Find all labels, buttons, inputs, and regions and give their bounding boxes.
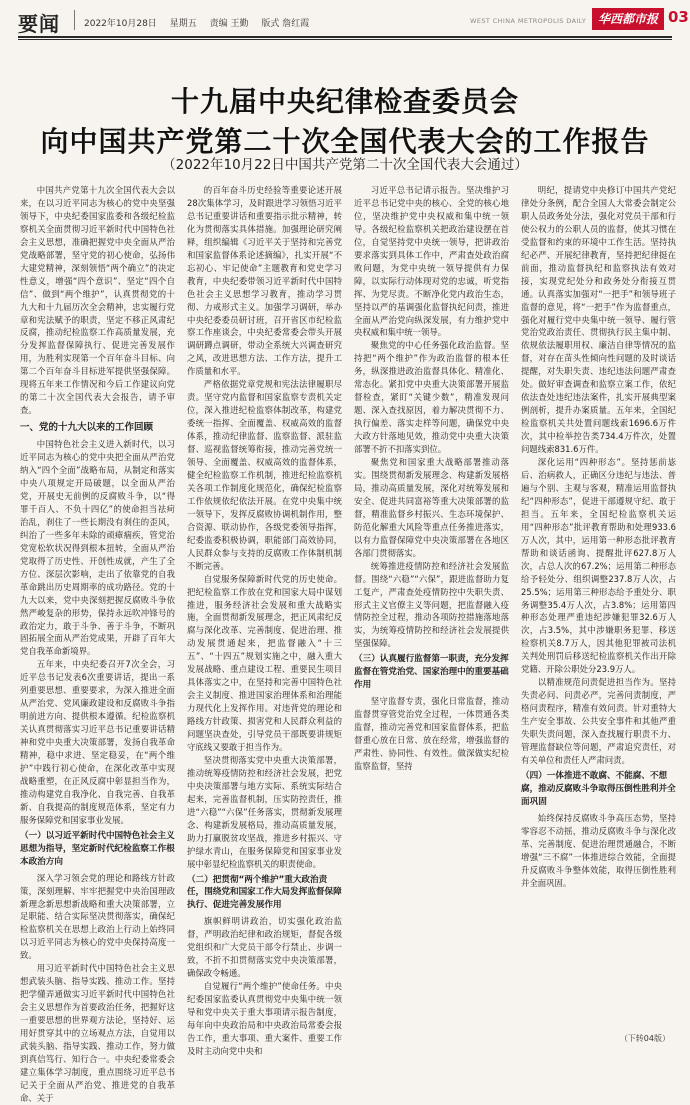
paragraph: 以精准规范问责促进担当作为。坚持失责必问、问责必严，完善问责制度，严格问责程序，精准有效问责。针对重特大生产安全事故、公共安全事件和其他严重失职失责问题，深入查找履行职责不力、管理监督缺位等问题，严肃追究责任，对有关单位和责任人严肃问责。 bbox=[521, 677, 676, 765]
section-heading: （四）一体推进不敢腐、不能腐、不想腐，推动反腐败斗争取得压倒性胜利并全面巩固 bbox=[521, 770, 676, 807]
issue-meta bbox=[84, 16, 319, 29]
continued-note: （下转04版） bbox=[619, 1034, 670, 1043]
masthead bbox=[0, 0, 690, 42]
text-column-2 bbox=[187, 184, 342, 1056]
paragraph: 中国特色社会主义进入新时代，以习近平同志为核心的党中央把全面从严治党纳入“四个全面”战略布局，从制定和落实中央八项规定开局破题，以全面从严治党，开展史无前例的反腐败斗争，以“得罪千百人、不负十四亿”的使命担当祛疴治乱，刹住了一些长期没有刹住的歪风，纠治了一些多年未除的顽瘴痼疾，管党治党宽松软状况得到根本扭转，全面从严治党取得了历史性、开创性成就，产生了全方位、深层次影响，走出了依靠党的自我革命跳出历史周期率的成功路径。党的十九大以来，党中央深刻把握反腐败斗争依然严峻复杂的形势，保持永远吹冲锋号的政治定力，敢于斗争、善于斗争，不断巩固拓展全面从严治党成果，开辟了百年大党自我革命新境界。 bbox=[20, 439, 175, 657]
paragraph: 自觉履行“两个维护”使命任务。中央纪委国家监委认真贯彻党中央集中统一领导和党中央关于重大事项请示报告制度，每年向中央政治局和中央政治局常委会报告工作，重大事项、重大案件、重要工作及时主动向党中央和 bbox=[187, 981, 342, 1056]
header-rule bbox=[18, 36, 672, 38]
section-heading: 一、党的十九大以来的工作回顾 bbox=[20, 422, 154, 434]
english-name: WEST CHINA METROPOLIS DAILY bbox=[470, 17, 587, 25]
paragraph: 用习近平新时代中国特色社会主义思想武装头脑、指导实践、推动工作。坚持把学懂弄通做实习近平新时代中国特色社会主义思想作为首要政治任务，把握好这一重要思想的世界观方法论，坚持好、运用好贯穿其中的立场观点方法，自觉用以武装头脑、指导实践、推动工作，努力做到真信笃行、知行合一。中央纪委常委会建立集体学习制度，重点围绕习近平总书记关于全面从严治党、推进党的自我革命、关于 bbox=[20, 963, 175, 1103]
layout-credit: 版式 詹红霞 bbox=[261, 19, 310, 29]
paragraph: 聚焦党的中心任务强化政治监督。坚持把“两个维护”作为政治监督的根本任务，纵深推进政治监督具体化、精准化、常态化。紧扣党中央重大决策部署开展监督检查，紧盯“关键少数”，精准发现问题、深入查找原因，着力解决贯彻不力、执行偏差、落实走样等问题，确保党中央大政方针落地见效，推动党中央重大决策部署不折不扣落实到位。 bbox=[354, 340, 509, 455]
page-number: 03 bbox=[668, 8, 689, 26]
paragraph: 习近平总书记请示报告。坚决维护习近平总书记党中央的核心、全党的核心地位，坚决维护党中央权威和集中统一领导。各级纪检监察机关把政治建设摆在首位，自觉坚持党中央统一领导，把讲政治要求落实到具体工作中，严肃查处政治腐败问题，为党中央统一领导提供有力保障，以实际行动体现对党的忠诚，听党指挥、为党尽责。不断净化党内政治生态，坚持以严的基调强化监督执纪问责，推进全面从严治党向纵深发展，有力维护党中央权威和集中统一领导。 bbox=[354, 185, 509, 338]
brand-logo: 华西都市报 bbox=[592, 8, 664, 30]
section-heading: （三）认真履行监督第一职责，充分发挥监督在管党治党、国家治理中的重要基础作用 bbox=[354, 654, 509, 691]
section-heading: （一）以习近平新时代中国特色社会主义思想为指导，坚定新时代纪检监察工作根本政治方向 bbox=[20, 830, 175, 867]
paragraph: 始终保持反腐败斗争高压态势，坚持零容忍不动摇，推动反腐败斗争与深化改革、完善制度、促进治理贯通融合，不断增强“三不腐”一体推进综合效能，全面提升反腐败斗争整体效能，取得压倒性胜利并全面巩固。 bbox=[521, 812, 676, 888]
article-body bbox=[20, 184, 676, 1103]
editor-credit: 责编 王勤 bbox=[209, 19, 249, 29]
text-column-1 bbox=[20, 184, 175, 1103]
paragraph: 坚守监督专责，强化日常监督，推动监督贯穿管党治党全过程，一体贯通各类监督，推动完善党和国家监督体系，把监督重心放在日常、放在经常，增强监督的严肃性、协同性、有效性。做深做实纪检监察监督，坚持 bbox=[354, 696, 509, 771]
paragraph: 中国共产党第十九次全国代表大会以来，在以习近平同志为核心的党中央坚强领导下，中央纪委国家监委和各级纪检监察机关全面贯彻习近平新时代中国特色社会主义思想，准确把握党中央全面从严治党战略部署，坚守党的初心使命，弘扬伟大建党精神，深刻领悟“两个确立”的决定性意义，增强“四个意识”、坚定“四个自信”、做到“两个维护”，认真贯彻党的十九大和十九届历次全会精神，忠实履行党章和宪法赋予的职责，坚定不移正风肃纪反腐，推动纪检监察工作高质量发展，充分发挥监督保障执行、促进完善发展作用，为胜利实现第一个百年奋斗目标、向第二个百年奋斗目标进军提供坚强保障。现将五年来工作情况和今后工作建议向党的第二十次全国代表大会报告，请予审查。 bbox=[20, 185, 175, 416]
text-column-3 bbox=[354, 184, 509, 1042]
article-title-line2: 向中国共产党第二十次全国代表大会的工作报告 bbox=[40, 125, 650, 158]
issue-date: 2022年10月28日 bbox=[84, 19, 157, 29]
paragraph: 自觉服务保障新时代党的历史使命。把纪检监察工作放在党和国家大局中谋划推进，服务经济社会发展和重大战略实施，全面贯彻新发展理念，把正风肃纪反腐与深化改革、完善制度、促进治理、推动发展贯通起来，把监督融入“十三五”、“十四五”规划实施之中，融入重大发展战略、重点建设工程、重要民生项目具体落实之中，在坚持和完善中国特色社会主义制度、推进国家治理体系和治理能力现代化上发挥作用。对违背党的理论和路线方针政策、损害党和人民群众利益的问题坚决查处，引导党员干部既要讲规矩守底线又要敢于担当作为。 bbox=[187, 573, 342, 752]
paragraph: 五年来，中央纪委召开7次全会，习近平总书记发表6次重要讲话，提出一系列重要思想、重要要求，为深入推进全面从严治党、党风廉政建设和反腐败斗争指明前进方向、提供根本遵循。纪检监察机关认真贯彻落实习近平总书记重要讲话精神和党中央重大决策部署，发扬自我革命精神，稳中求进、坚定稳妥，在“两个维护”中践行初心使命，在深化改革中实现战略重塑，在正风反腐中彰显担当作为，推动构建党自我净化、自我完善、自我革新、自我提高的制度规范体系，坚定有力服务保障党和国家事业发展。 bbox=[20, 659, 175, 825]
paragraph: 深入学习领会党的理论和路线方针政策，深刻理解、牢牢把握党中央治国理政新理念新思想新战略和重大决策部署，立足职能、结合实际坚决贯彻落实，确保纪检监察机关在思想上政治上行动上始终同以习近平同志为核心的党中央保持高度一致。 bbox=[20, 872, 175, 961]
section-heading: （二）把贯彻“两个维护”重大政治责任，围绕党和国家工作大局发挥监督保障执行、促进完善发展作用 bbox=[187, 874, 342, 911]
divider bbox=[74, 10, 75, 30]
paragraph: 深化运用“四种形态”。坚持惩前毖后、治病救人，正确区分违纪与违法、普遍与个别、主观与客观，精准运用监督执纪“四种形态”，促进干部遵规守纪、敢于担当。五年来，全国纪检监察机关运用“四种形态”批评教育帮助和处理933.6万人次，其中，运用第一种形态批评教育帮助和谈话函询、提醒批评627.8万人次，占总人次的67.2%；运用第二种形态给予轻处分、组织调整237.8万人次，占25.5%；运用第三种形态给予重处分、职务调整35.4万人次，占3.8%；运用第四种形态处理严重违纪涉嫌犯罪32.6万人次，占3.5%，其中涉嫌职务犯罪、移送检察机关8.7万人，因其他犯罪被司法机关判处刑罚后移送纪检监察机关作出开除党籍、开除公职处分23.9万人。 bbox=[521, 457, 676, 675]
paragraph: 坚决贯彻落实党中央重大决策部署，推动统筹疫情防控和经济社会发展，把党中央决策部署与地方实际、系统实际结合起来，完善监督机制，压实防控责任，推进“六稳”“六保”任务落实，贯彻新发展理念、构建新发展格局，推动高质量发展，助力打赢脱贫攻坚战，推进乡村振兴、守护绿水青山，在服务保障党和国家事业发展中彰显纪检监察机关的职责使命。 bbox=[187, 754, 342, 869]
paragraph: 的百年奋斗历史经验等重要论述开展28次集体学习，及时跟进学习领悟习近平总书记重要讲话和重要指示批示精神，转化为贯彻落实具体措施。加强理论研究阐释，组织编辑《习近平关于坚持和完善党和国家监督体系论述摘编》，扎实开展“不忘初心、牢记使命”主题教育和党史学习教育，中央纪委带领习近平新时代中国特色社会主义思想学习教育，推动学习贯彻、力戒形式主义。加强学习调研，举办中央纪委委员研讨班，召开省区市纪检监察工作座谈会，中央纪委常委会带头开展调研蹲点调研，带动全系统大兴调查研究之风，改进思想方法、工作方法，提升工作质量和水平。 bbox=[187, 185, 342, 377]
section-label: 要闻 bbox=[18, 12, 60, 36]
paragraph: 统筹推进疫情防控和经济社会发展监督。围绕“六稳”“六保”，跟进监督助力复工复产，严肃查处疫情防控中失职失责、形式主义官僚主义等问题，把监督融入疫情防控全过程，推动各项防控措施落地落实，为统筹疫情防控和经济社会发展提供坚强保障。 bbox=[354, 560, 509, 649]
paragraph: 旗帜鲜明讲政治，切实强化政治监督，严明政治纪律和政治规矩，督促各级党组织和广大党员干部令行禁止、步调一致，不折不扣贯彻落实党中央决策部署，确保政令畅通。 bbox=[187, 916, 342, 979]
text-column-4 bbox=[521, 184, 676, 1042]
paragraph: 严格依据党章党规和宪法法律履职尽责。坚守党内监督和国家监察专责机关定位，深入推进纪检监察体制改革，构建党委统一指挥、全面覆盖、权威高效的监督体系，推动纪律监督、监察监督、派驻监督、巡视监督统筹衔接，推动完善党统一领导、全面覆盖、权威高效的监督体系，健全纪检监察工作机制，推进纪检监察机关各项工作制度化规范化，确保纪检监察工作依规依纪依法开展。在党中央集中统一领导下，发挥反腐败协调机制作用，整合资源、联动协作，各级党委领导指挥，纪委监委积极协调，职能部门高效协同，人民群众参与支持的反腐败工作体制机制不断完善。 bbox=[187, 379, 342, 571]
issue-weekday: 星期五 bbox=[169, 19, 197, 29]
header-rule-thin bbox=[18, 39, 672, 40]
article-title-line1: 十九届中央纪律检查委员会 bbox=[170, 85, 519, 118]
article-subtitle: （2022年10月22日中国共产党第二十次全国代表大会通过） bbox=[162, 157, 528, 173]
paragraph: 聚焦党和国家重大战略部署推动落实。围绕贯彻新发展理念、构建新发展格局，推动高质量发展，深化对统筹发展和安全、促进共同富裕等重大决策部署的监督，精准监督乡村振兴、生态环境保护、防范化解重大风险等重点任务推进落实，以有力监督保障党中央决策部署在各地区各部门贯彻落实。 bbox=[354, 457, 509, 558]
paragraph: 明纪，提请党中央修订中国共产党纪律处分条例，配合全国人大常委会制定公职人员政务处分法，强化对党员干部和行使公权力的公职人员的监督，使其习惯在受监督和约束的环境中工作生活。坚持执纪必严、开展纪律教育，坚持把纪律挺在前面，推动监督执纪和监察执法有效对接，实现党纪处分和政务处分衔接互贯通。认真落实加强对“一把手”和领导班子监督的意见，将“一把手”作为监督重点，强化对履行党中央集中统一领导、履行管党治党政治责任、贯彻执行民主集中制、依规依法履职用权、廉洁自律等情况的监督，对存在苗头性倾向性问题的及时谈话提醒，对失职失责、违纪违法问题严肃查处。做好审查调查和监察立案工作，依纪依法查处违纪违法案件，扎实开展典型案例剖析，提升办案质量。五年来，全国纪检监察机关共处置问题线索1696.6万件次，其中检举控告类734.4万件次，处置问题线索831.6万件。 bbox=[521, 185, 676, 455]
